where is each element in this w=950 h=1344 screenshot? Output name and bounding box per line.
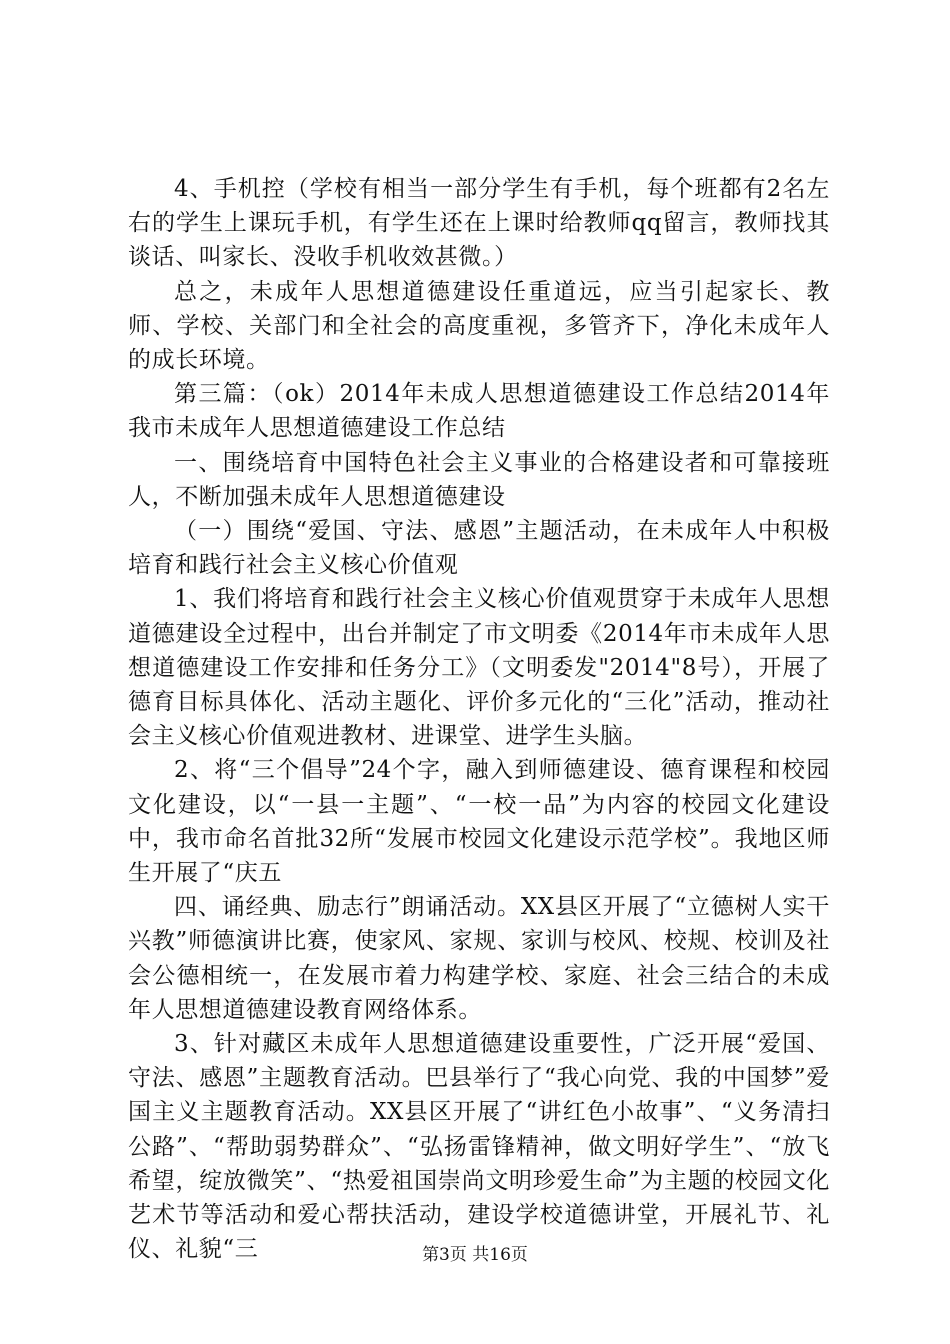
paragraph-summary: 总之，未成年人思想道德建设任重道远，应当引起家长、教师、学校、关部门和全社会的高度重视，多管齐下，净化未成年人的成长环境。 <box>128 278 830 374</box>
paragraph-item-1: 1、我们将培育和践行社会主义核心价值观贯穿于未成年人思想道德建设全过程中，出台并制定了市文明委《2014年市未成年人思想道德建设工作安排和任务分工》（文明委发"2014"8号），开展了德育目标具体化、活动主题化、评价多元化的“三化”活动，推动社会主义核心价值观进教材、进课堂、进学生头脑。 <box>128 586 830 750</box>
paragraph-item-4-phone: 4、手机控（学校有相当一部分学生有手机，每个班都有2名左右的学生上课玩手机，有学生还在上课时给教师qq留言，教师找其谈话、叫家长、没收手机收效甚微。） <box>128 176 830 271</box>
paragraph-item-2-continued: 四、诵经典、励志行”朗诵活动。XX县区开展了“立德树人实干兴教”师德演讲比赛，使家风、家规、家训与校风、校规、校训及社会公德相统一，在发展市着力构建学校、家庭、社会三结合的未成年人思想道德建设教育网络体系。 <box>128 894 830 1023</box>
paragraph-section-one-heading: 一、围绕培育中国特色社会主义事业的合格建设者和可靠接班人，不断加强未成年人思想道德建设 <box>128 449 830 510</box>
paragraph-chapter-three-title: 第三篇：（ok）2014年未成人思想道德建设工作总结2014年我市未成年人思想道德建设工作总结 <box>128 381 830 442</box>
paragraph-item-3: 3、针对藏区未成年人思想道德建设重要性，广泛开展“爱国、守法、感恩”主题教育活动。巴县举行了“我心向党、我的中国梦”爱国主义主题教育活动。XX县区开展了“讲红色小故事”、“义务清扫公路”、“帮助弱势群众”、“弘扬雷锋精神，做文明好学生”、“放飞希望，绽放微笑”、“热爱祖国崇尚文明珍爱生命”为主题的校园文化艺术节等活动和爱心帮扶活动，建设学校道德讲堂，开展礼节、礼仪、礼貌“三 <box>128 1031 830 1263</box>
page-number-footer: 第3页 共16页 <box>422 1245 528 1265</box>
paragraph-subsection-one-heading: （一）围绕“爱国、守法、感恩”主题活动，在未成年人中积极培育和践行社会主义核心价值观 <box>128 518 830 579</box>
document-body <box>128 172 830 1267</box>
paragraph-item-2: 2、将“三个倡导”24个字，融入到师德建设、德育课程和校园文化建设，以“一县一主题”、“一校一品”为内容的校园文化建设中，我市命名首批32所“发展市校园文化建设示范学校”。我地区师生开展了“庆五 <box>128 757 830 887</box>
